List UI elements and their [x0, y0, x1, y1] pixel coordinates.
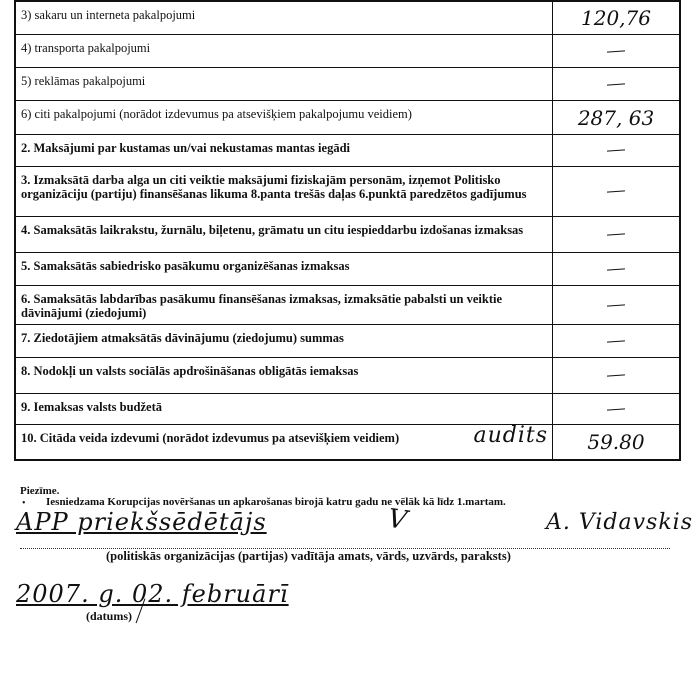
- expense-table: [14, 0, 681, 461]
- row-amount: 59.80: [552, 425, 679, 459]
- signatory-name-handwritten: A. Vidavskis: [546, 510, 693, 535]
- note-bullet: •: [22, 498, 26, 509]
- dash-mark: [607, 83, 625, 85]
- row-amount: [552, 68, 679, 100]
- row-amount: [552, 167, 679, 216]
- row-amount: [552, 358, 679, 393]
- row-amount: [552, 286, 679, 324]
- date-handwritten: 2007. g. 02. februārī: [16, 580, 289, 608]
- row-description: 4) transporta pakalpojumi: [21, 41, 151, 55]
- note-title: Piezīme.: [20, 485, 60, 497]
- table-row: [16, 424, 679, 459]
- row-amount: [552, 325, 679, 357]
- dash-mark: [607, 374, 625, 376]
- row-description: 5. Samaksātās sabiedrisko pasākumu organizēšanas izmaksas: [21, 259, 350, 273]
- table-row: [16, 216, 679, 252]
- row-description: 3) sakaru un interneta pakalpojumi: [21, 8, 196, 22]
- row-description: 10. Citāda veida izdevumi (norādot izdevumus pa atsevišķiem veidiem) audits: [21, 423, 548, 448]
- row-amount: 120,76: [552, 2, 679, 34]
- table-row: [16, 100, 679, 134]
- dash-mark: [607, 304, 625, 306]
- dash-mark: [607, 149, 625, 151]
- row-description: 6) citi pakalpojumi (norādot izdevumus pa atsevišķiem pakalpojumu veidiem): [21, 107, 412, 121]
- dash-mark: [607, 190, 625, 192]
- dash-mark: [607, 340, 625, 342]
- row-description: 5) reklāmas pakalpojumi: [21, 74, 146, 88]
- signatory-position-handwritten: APP priekšsēdētājs: [16, 508, 267, 536]
- row-description: 3. Izmaksātā darba alga un citi veiktie maksājumi fiziskajām personām, izņemot Politisko organizāciju (partiju) finansēšanas likuma 8.panta trešās daļas 6.punktā paredzētos gadījumus: [21, 173, 527, 201]
- table-row: [16, 285, 679, 324]
- row-description: 8. Nodokļi un valsts sociālās apdrošināšanas obligātās iemaksas: [21, 364, 359, 378]
- row-amount: [552, 135, 679, 166]
- row-amount: [552, 394, 679, 424]
- row-description: 7. Ziedotājiem atmaksātās dāvinājumu (ziedojumu) summas: [21, 331, 344, 345]
- table-row: [16, 67, 679, 100]
- signature-caption: (politiskās organizācijas (partijas) vadītāja amats, vārds, uzvārds, paraksts): [106, 549, 511, 563]
- row-amount: [552, 217, 679, 252]
- row-description: 4. Samaksātās laikrakstu, žurnālu, biļetenu, grāmatu un citu iespieddarbu izdošanas izmaksas: [21, 223, 524, 237]
- table-row: [16, 357, 679, 393]
- signature-mark: V: [386, 503, 410, 537]
- note-text: Iesniedzama Korupcijas novēršanas un apkarošanas birojā katru gadu ne vēlāk kā līdz 1.martam.: [46, 496, 506, 508]
- row-amount: [552, 253, 679, 285]
- row-description: 6. Samaksātās labdarības pasākumu finansēšanas izmaksas, izmaksātie pabalsti un veiktie dāvinājumi (ziedojumi): [21, 292, 502, 320]
- table-row: [16, 134, 679, 166]
- row-description: 9. Iemaksas valsts budžetā: [21, 400, 162, 414]
- table-row: [16, 34, 679, 67]
- row-amount: [552, 35, 679, 67]
- table-row: [16, 166, 679, 216]
- handwritten-note: audits: [473, 423, 548, 448]
- row-description: 2. Maksājumi par kustamas un/vai nekustamas mantas iegādi: [21, 141, 350, 155]
- table-row: [16, 252, 679, 285]
- table-row: [16, 324, 679, 357]
- table-row: [16, 393, 679, 424]
- dash-mark: [607, 50, 625, 52]
- dash-mark: [607, 408, 625, 410]
- dash-mark: [607, 268, 625, 270]
- table-row: [16, 0, 679, 34]
- row-amount: 287, 63: [552, 101, 679, 134]
- dash-mark: [607, 233, 625, 235]
- date-caption: (datums): [86, 609, 133, 623]
